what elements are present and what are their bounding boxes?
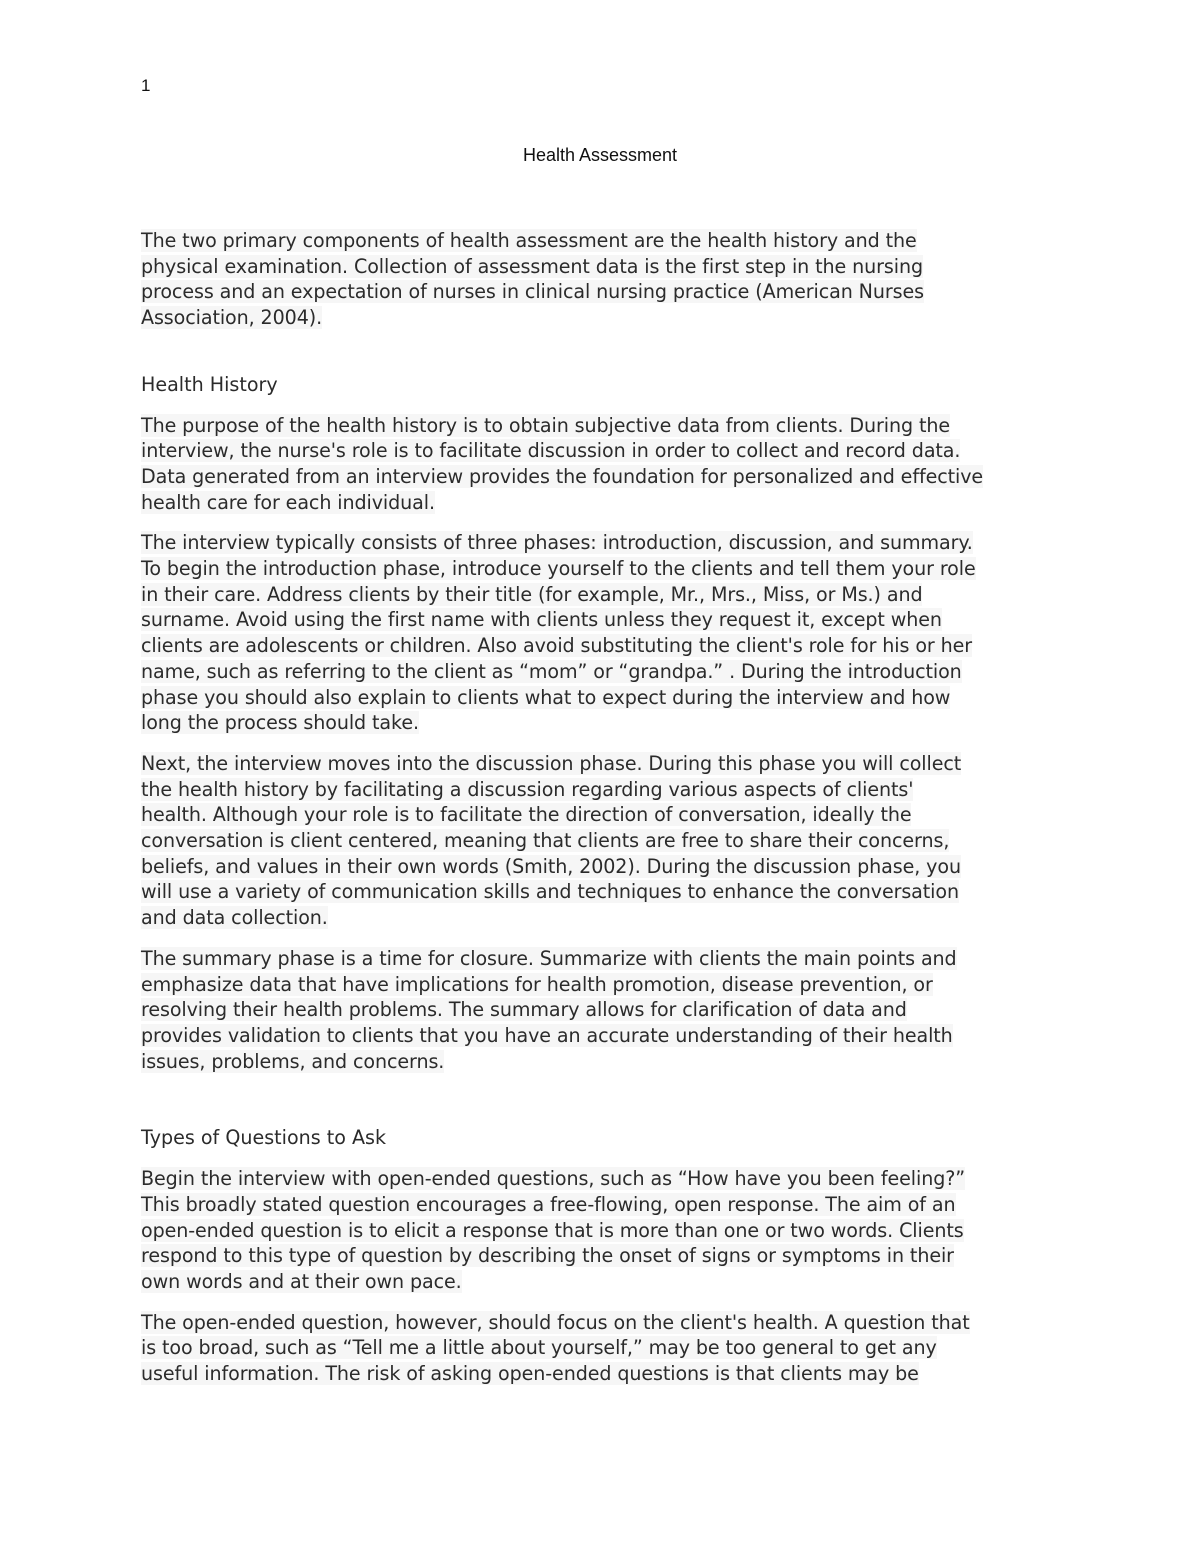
- spacer: [141, 346, 1071, 372]
- section-heading-health-history: Health History: [141, 372, 278, 396]
- section-heading-types-of-questions: Types of Questions to Ask: [141, 1126, 387, 1150]
- paragraph: [141, 413, 1071, 516]
- intro-paragraph: [141, 228, 1071, 331]
- page-number: 1: [141, 76, 151, 95]
- paragraph-text: Begin the interview with open-ended questions, such as “How have you been feeling?” This broadly stated question encourages a free-flowing, open response. The aim of an open-ended question is to elicit a response that is more than one or two words. Clients respond to this type of question by describing the onset of signs or symptoms in their own words and at their own pace.: [141, 1167, 966, 1293]
- document-title: Health Assessment: [522, 145, 678, 165]
- paragraph: [141, 1166, 1071, 1295]
- paragraph-text: Next, the interview moves into the discussion phase. During this phase you will collect the health history by facilitating a discussion regarding various aspects of clients' health. Although your role is to facilitate the direction of conversation, ideally the conversation is client centered, meaning that clients are free to share their concerns, beliefs, and values in their own words (Smith, 2002). During the discussion phase, you will use a variety of communication skills and techniques to enhance the conversation and data collection.: [141, 751, 962, 930]
- intro-paragraph-text: The two primary components of health assessment are the health history and the physical examination. Collection of assessment data is the first step in the nursing process and an expectation of nurses in clinical nursing practice (American Nurses Association, 2004).: [141, 229, 924, 330]
- paragraph-text: The open-ended question, however, should focus on the client's health. A question that is too broad, such as “Tell me a little about yourself,” may be too general to get any useful information. The risk of asking open-ended questions is that clients may be: [141, 1310, 970, 1386]
- document-body: [141, 228, 1071, 1402]
- paragraph: [141, 946, 1071, 1075]
- paragraph: [141, 751, 1071, 931]
- paragraph-text: The interview typically consists of three phases: introduction, discussion, and summary. To begin the introduction phase, introduce yourself to the clients and tell them your role in their care. Address clients by their title (for example, Mr., Mrs., Miss, or Ms.) and surname. Avoid using the first name with clients unless they request it, except when clients are adolescents or children. Also avoid substituting the client's role for his or her name, such as referring to the client as “mom” or “grandpa.” . During the introduction phase you should also explain to clients what to expect during the interview and how long the process should take.: [141, 531, 976, 735]
- paragraph-text: The summary phase is a time for closure. Summarize with clients the main points and emphasize data that have implications for health promotion, disease prevention, or resolving their health problems. The summary allows for clarification of data and provides validation to clients that you have an accurate understanding of their health issues, problems, and concerns.: [141, 946, 957, 1073]
- paragraph-text: The purpose of the health history is to obtain subjective data from clients. During the interview, the nurse's role is to facilitate discussion in order to collect and record data. Data generated from an interview provides the foundation for personalized and effective health care for each individual.: [141, 413, 984, 514]
- spacer: [141, 1089, 1071, 1125]
- paragraph: [141, 1310, 1071, 1387]
- paragraph: [141, 530, 1071, 736]
